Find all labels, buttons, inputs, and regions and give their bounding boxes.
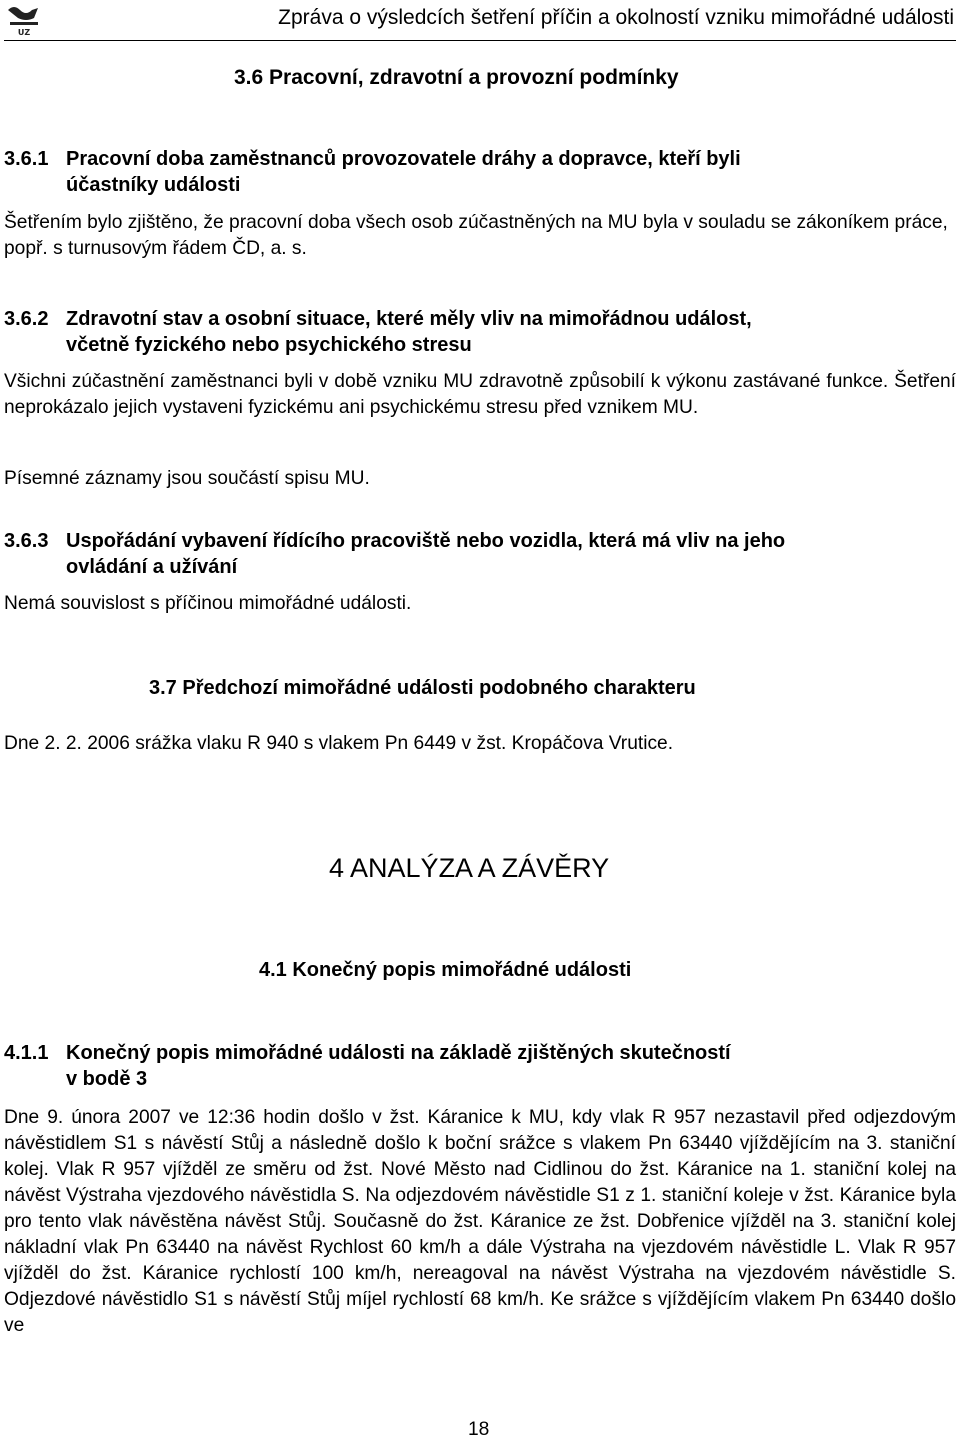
section-3-6-2-text: Všichni zúčastnění zaměstnanci byli v době vzniku MU zdravotně způsobilí k výkonu zastávané funkce. Šetření neprokázalo jejich vystaveni fyzickému ani psychickému stresu před vznikem MU.: [4, 371, 956, 418]
section-4-1-heading: 4.1 Konečný popis mimořádné události: [259, 959, 632, 981]
chapter-4-heading: 4 ANALÝZA A ZÁVĚRY: [329, 853, 610, 883]
section-3-6-2-note: Písemné záznamy jsou součástí spisu MU.: [4, 468, 370, 489]
section-3-6-1-text: Šetřením bylo zjištěno, že pracovní doba všech osob zúčastněných na MU byla v souladu se zákoníkem práce, popř. s turnusovým řádem ČD, a. s.: [4, 212, 948, 259]
section-number: 4.1.1: [4, 1042, 49, 1064]
svg-text:UZ: UZ: [17, 28, 31, 37]
section-3-6-3-heading: [4, 528, 956, 580]
section-3-6-3-text: Nemá souvislost s příčinou mimořádné události.: [4, 593, 412, 614]
section-3-6-heading: 3.6 Pracovní, zdravotní a provozní podmínky: [234, 66, 679, 89]
section-3-7-heading: 3.7 Předchozí mimořádné události podobného charakteru: [149, 677, 696, 699]
section-number: 3.6.3: [4, 530, 49, 552]
section-number: 3.6.2: [4, 308, 49, 330]
heading-line-1: Zdravotní stav a osobní situace, které měly vliv na mimořádnou událost,: [66, 308, 752, 330]
heading-line-1: Pracovní doba zaměstnanců provozovatele dráhy a dopravce, kteří byli: [66, 148, 741, 170]
section-number: 3.6.1: [4, 148, 49, 170]
section-4-1-1-text: Dne 9. února 2007 ve 12:36 hodin došlo v žst. Káranice k MU, kdy vlak R 957 nezastavil před odjezdovým návěstidlem S1 s návěstí Stůj a následně došlo k boční srážce s vlakem Pn 63440 vjíždějícím na 3. staniční kolej. Vlak R 957 vjížděl ze směru od žst. Nové Město nad Cidlinou do žst. Káranice na 1. staniční kolej na návěst Výstraha vjezdového návěstidla S. Na odjezdovém návěstidle S1 z 1. staniční koleje v žst. Káranice byla pro tento vlak návěstěna návěst Stůj. Současně do žst. Káranice ze žst. Dobřenice vjížděl na 3. staniční kolej nákladní vlak Pn 63440 na návěst Rychlost 60 km/h a dále Výstraha na vjezdovém návěstidle L. Vlak R 957 vjížděl do žst. Káranice rychlostí 100 km/h, nereagoval na návěst Výstraha na vjezdovém návěstidle S. Odjezdové návěstidlo S1 s návěstí Stůj míjel rychlostí 68 km/h. Ke srážce s vjíždějícím vlakem Pn 63440 došlo ve: [4, 1107, 956, 1336]
heading-line-1: Konečný popis mimořádné události na základě zjištěných skutečností: [66, 1042, 731, 1064]
heading-line-2: včetně fyzického nebo psychického stresu: [66, 334, 472, 356]
section-3-7-text: Dne 2. 2. 2006 srážka vlaku R 940 s vlakem Pn 6449 v žst. Kropáčova Vrutice.: [4, 733, 674, 754]
header-divider: [4, 40, 956, 41]
section-4-1-1-heading: [4, 1040, 956, 1092]
section-3-6-1-heading: [4, 146, 956, 198]
page-number: 18: [468, 1419, 490, 1440]
heading-line-1: Uspořádání vybavení řídícího pracoviště nebo vozidla, která má vliv na jeho: [66, 530, 786, 552]
heading-line-2: v bodě 3: [66, 1068, 148, 1090]
heading-line-2: ovládání a užívání: [66, 556, 238, 578]
heading-line-2: účastníky události: [66, 174, 241, 196]
section-3-6-2-heading: [4, 306, 956, 358]
header-title: Zpráva o výsledcích šetření příčin a okolností vzniku mimořádné události: [278, 6, 954, 29]
organisation-logo-icon: [4, 2, 44, 42]
